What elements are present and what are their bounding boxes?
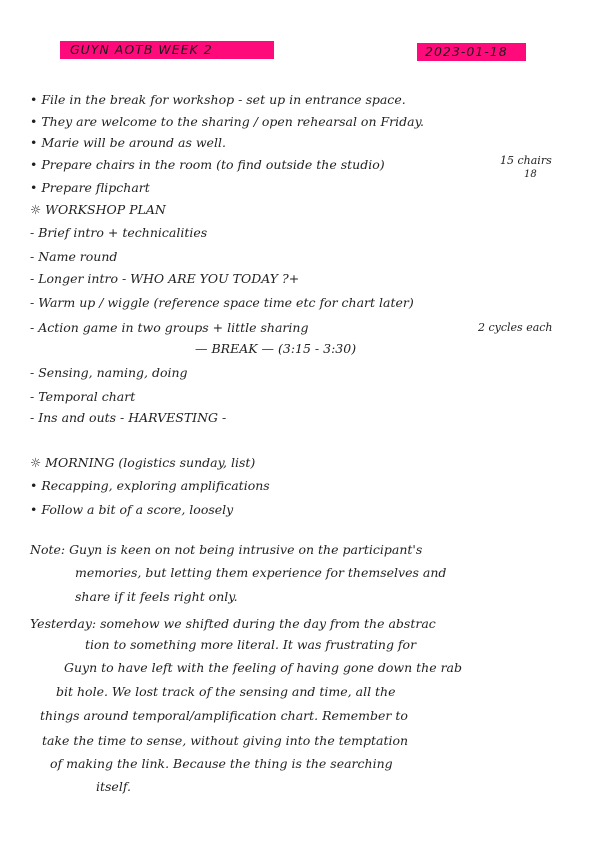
yesterday-paragraph-line: Yesterday: somehow we shifted during the day from the abstrac <box>30 616 436 631</box>
note-paragraph-line: share if it feels right only. <box>75 589 238 604</box>
note-paragraph-line: Note: Guyn is keen on not being intrusive on the participant's <box>30 542 423 557</box>
note-line: - Action game in two groups + little sharing <box>30 320 309 335</box>
yesterday-paragraph-line: bit hole. We lost track of the sensing and time, all the <box>56 684 396 699</box>
chairs-aside: 15 chairs <box>500 154 552 167</box>
chairs-aside-alt: 18 <box>524 169 537 180</box>
page-title: GUYN AOTB WEEK 2 <box>60 41 274 59</box>
note-paragraph-line: memories, but letting them experience for themselves and <box>75 565 447 580</box>
note-line: • Prepare chairs in the room (to find outside the studio) <box>30 157 385 172</box>
note-line: - Sensing, naming, doing <box>30 365 188 380</box>
page-date: 2023-01-18 <box>417 43 526 61</box>
note-line: • Marie will be around as well. <box>30 135 226 150</box>
note-line: • Recapping, exploring amplifications <box>30 478 270 493</box>
section-heading: ☼ MORNING (logistics sunday, list) <box>30 455 256 470</box>
yesterday-paragraph-line: itself. <box>96 779 131 794</box>
note-line: • Follow a bit of a score, loosely <box>30 502 234 517</box>
yesterday-paragraph-line: things around temporal/amplification chart. Remember to <box>40 708 408 723</box>
note-line: - Temporal chart <box>30 389 136 404</box>
yesterday-paragraph-line: of making the link. Because the thing is the searching <box>50 756 393 771</box>
yesterday-paragraph-line: take the time to sense, without giving into the temptation <box>42 733 409 748</box>
yesterday-paragraph-line: Guyn to have left with the feeling of having gone down the rab <box>64 660 463 675</box>
note-line: - Ins and outs - HARVESTING - <box>30 410 227 425</box>
break-line: — BREAK — (3:15 - 3:30) <box>195 341 357 356</box>
yesterday-paragraph-line: tion to something more literal. It was frustrating for <box>85 637 417 652</box>
note-line: • File in the break for workshop - set up in entrance space. <box>30 92 406 107</box>
note-line: • They are welcome to the sharing / open rehearsal on Friday. <box>30 114 424 129</box>
note-line: - Name round <box>30 249 118 264</box>
note-line: - Longer intro - WHO ARE YOU TODAY ?+ <box>30 271 300 286</box>
note-line: • Prepare flipchart <box>30 180 150 195</box>
section-heading: ☼ WORKSHOP PLAN <box>30 202 166 217</box>
note-line: - Brief intro + technicalities <box>30 225 208 240</box>
note-line: - Warm up / wiggle (reference space time etc for chart later) <box>30 295 414 310</box>
cycles-aside: 2 cycles each <box>478 321 553 334</box>
